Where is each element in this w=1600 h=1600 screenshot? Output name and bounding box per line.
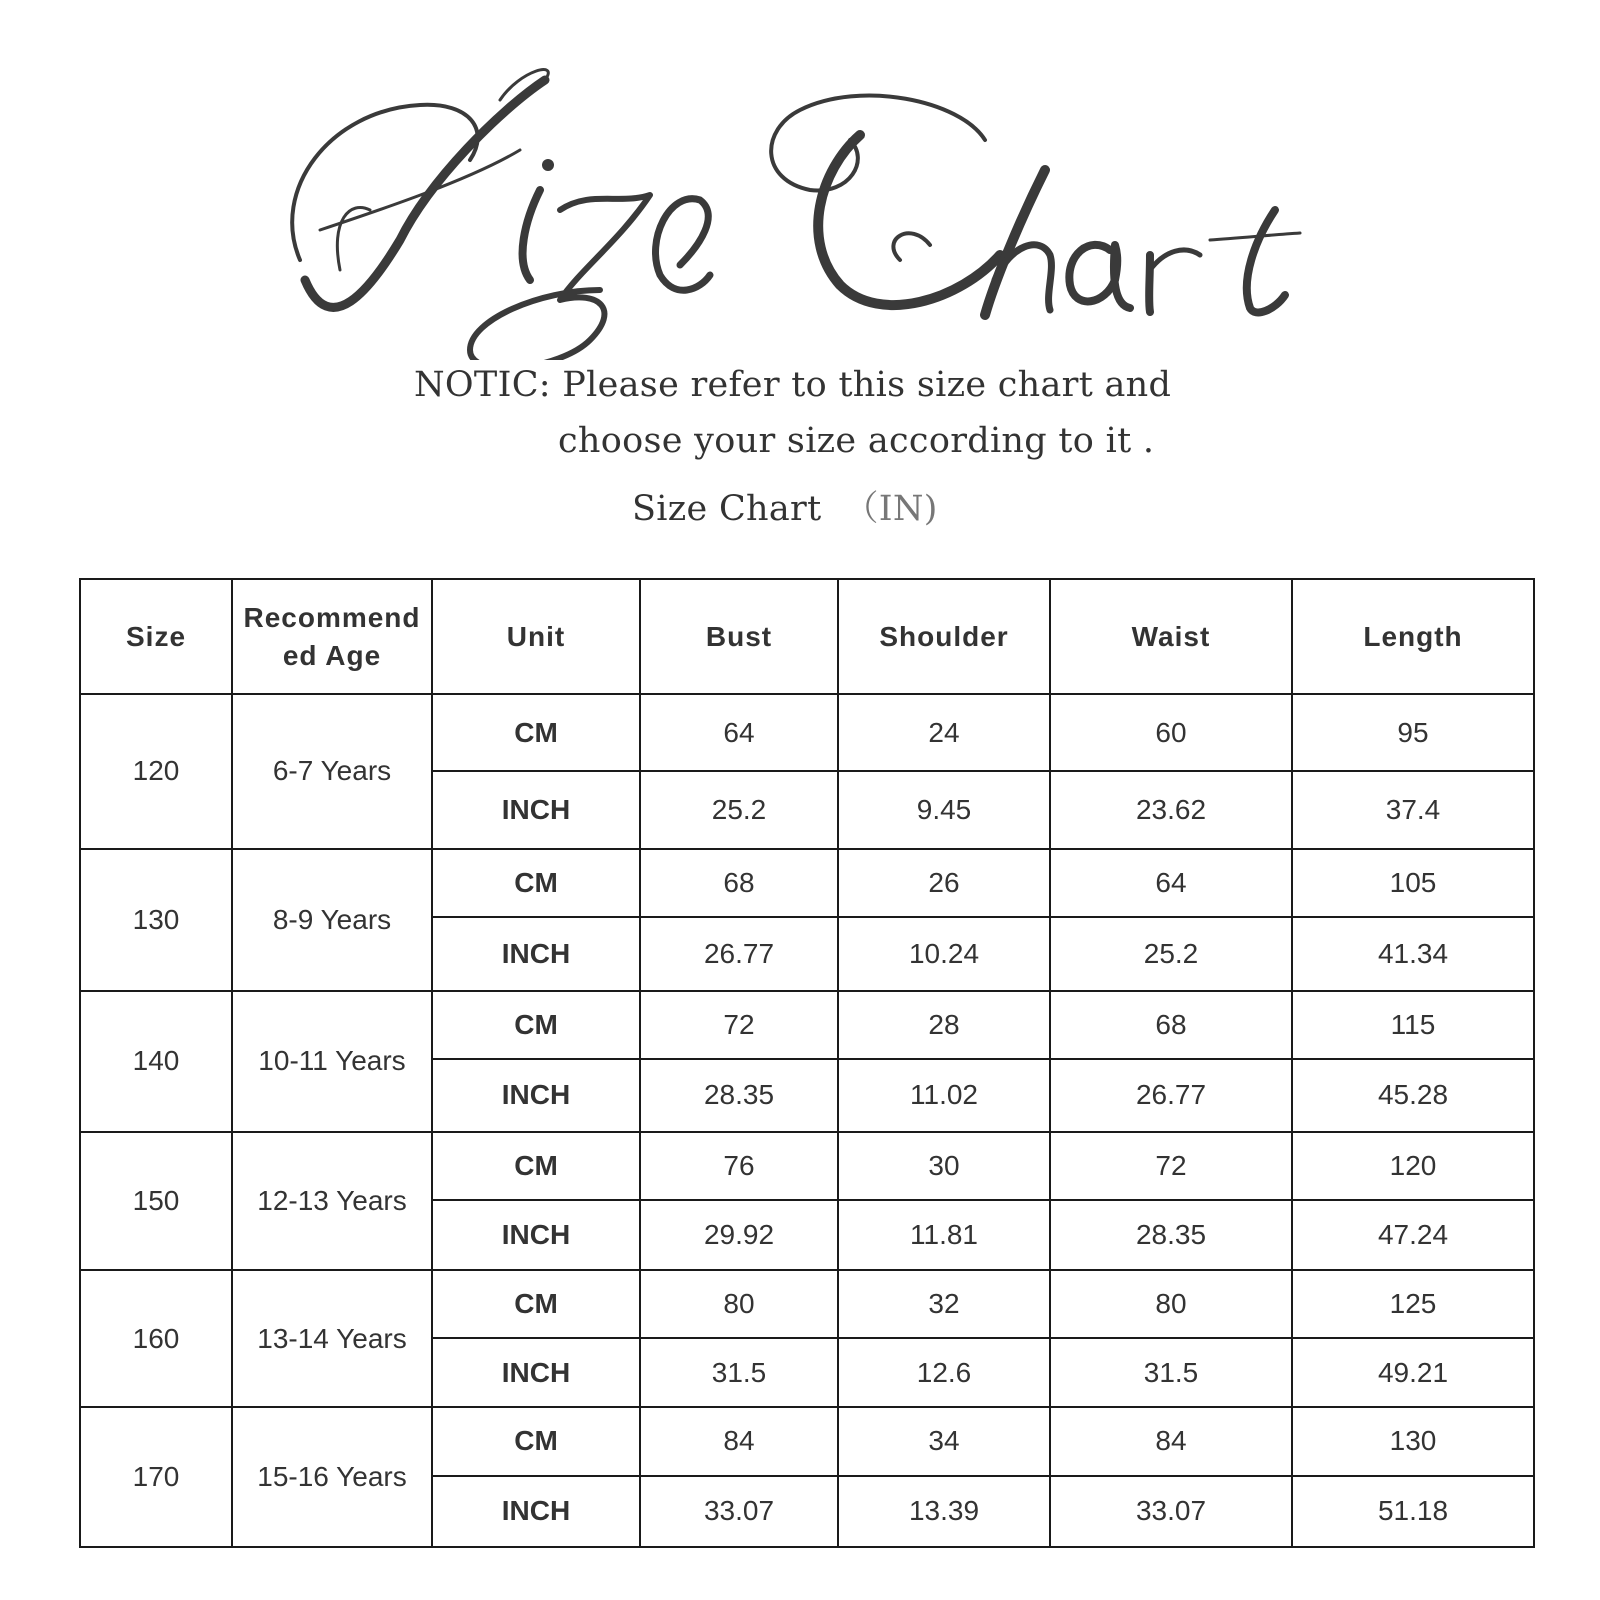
cell-unit: INCH [432,917,640,990]
header-size: Size [80,579,232,694]
cell-bust: 76 [640,1132,838,1200]
cell-size: 150 [80,1132,232,1270]
size-table [79,578,1535,1548]
cell-unit: CM [432,991,640,1059]
cell-waist: 72 [1050,1132,1292,1200]
cell-length: 105 [1292,849,1534,917]
cell-bust: 80 [640,1270,838,1338]
cell-waist: 80 [1050,1270,1292,1338]
cell-unit: CM [432,1407,640,1475]
cell-waist: 26.77 [1050,1059,1292,1132]
cell-size: 170 [80,1407,232,1547]
cell-age: 6-7 Years [232,694,432,849]
cell-shoulder: 34 [838,1407,1050,1475]
notice-line-2: choose your size according to it . [558,421,1155,461]
header-unit: Unit [432,579,640,694]
cell-unit: INCH [432,771,640,848]
cell-unit: INCH [432,1200,640,1269]
cell-shoulder: 11.81 [838,1200,1050,1269]
cell-length: 95 [1292,694,1534,771]
cell-bust: 72 [640,991,838,1059]
table-row [80,1407,1534,1475]
cell-bust: 64 [640,694,838,771]
cell-waist: 31.5 [1050,1338,1292,1407]
cell-length: 47.24 [1292,1200,1534,1269]
size-chart-script-title [0,40,1600,360]
caption-unit: （IN) [843,489,938,529]
cell-shoulder: 12.6 [838,1338,1050,1407]
table-row [80,694,1534,771]
cell-length: 49.21 [1292,1338,1534,1407]
cell-unit: INCH [432,1059,640,1132]
cell-unit: CM [432,1132,640,1200]
cell-bust: 84 [640,1407,838,1475]
cell-shoulder: 13.39 [838,1476,1050,1547]
cell-shoulder: 32 [838,1270,1050,1338]
header-bust: Bust [640,579,838,694]
cell-length: 51.18 [1292,1476,1534,1547]
cell-waist: 60 [1050,694,1292,771]
cell-size: 140 [80,991,232,1133]
size-chart-unit-caption [632,481,938,531]
cell-bust: 28.35 [640,1059,838,1132]
cell-waist: 33.07 [1050,1476,1292,1547]
table-row [80,1132,1534,1200]
header-age-line2: ed Age [282,639,382,671]
cell-shoulder: 30 [838,1132,1050,1200]
cell-shoulder: 11.02 [838,1059,1050,1132]
caption-label: Size Chart [632,489,822,529]
cell-age: 13-14 Years [232,1270,432,1408]
cell-unit: INCH [432,1338,640,1407]
cell-bust: 25.2 [640,771,838,848]
cell-length: 45.28 [1292,1059,1534,1132]
cell-bust: 29.92 [640,1200,838,1269]
cell-bust: 68 [640,849,838,917]
header-recommended-age [232,579,432,694]
cell-waist: 25.2 [1050,917,1292,990]
cell-length: 115 [1292,991,1534,1059]
cell-waist: 68 [1050,991,1292,1059]
cell-bust: 33.07 [640,1476,838,1547]
cell-unit: INCH [432,1476,640,1547]
cell-length: 37.4 [1292,771,1534,848]
cell-shoulder: 28 [838,991,1050,1059]
table-header-row [80,579,1534,694]
cell-unit: CM [432,849,640,917]
cell-length: 125 [1292,1270,1534,1338]
cell-age: 12-13 Years [232,1132,432,1270]
table-row [80,1270,1534,1338]
cell-shoulder: 26 [838,849,1050,917]
cell-bust: 31.5 [640,1338,838,1407]
table-row [80,991,1534,1059]
script-title-artwork [0,40,1600,360]
header-length: Length [1292,579,1534,694]
cell-unit: CM [432,694,640,771]
cell-length: 130 [1292,1407,1534,1475]
cell-waist: 64 [1050,849,1292,917]
cell-age: 15-16 Years [232,1407,432,1547]
cell-shoulder: 9.45 [838,771,1050,848]
cell-length: 120 [1292,1132,1534,1200]
cell-bust: 26.77 [640,917,838,990]
header-waist: Waist [1050,579,1292,694]
cell-length: 41.34 [1292,917,1534,990]
header-age-line1: Recommend [243,601,421,633]
cell-unit: CM [432,1270,640,1338]
cell-shoulder: 24 [838,694,1050,771]
cell-waist: 28.35 [1050,1200,1292,1269]
cell-waist: 84 [1050,1407,1292,1475]
cell-size: 130 [80,849,232,991]
header-shoulder: Shoulder [838,579,1050,694]
cell-shoulder: 10.24 [838,917,1050,990]
cell-age: 8-9 Years [232,849,432,991]
cell-size: 160 [80,1270,232,1408]
cell-age: 10-11 Years [232,991,432,1133]
table-row [80,849,1534,917]
notice-line-1: NOTIC: Please refer to this size chart and [414,365,1172,405]
table-body [80,694,1534,1547]
cell-size: 120 [80,694,232,849]
cell-waist: 23.62 [1050,771,1292,848]
